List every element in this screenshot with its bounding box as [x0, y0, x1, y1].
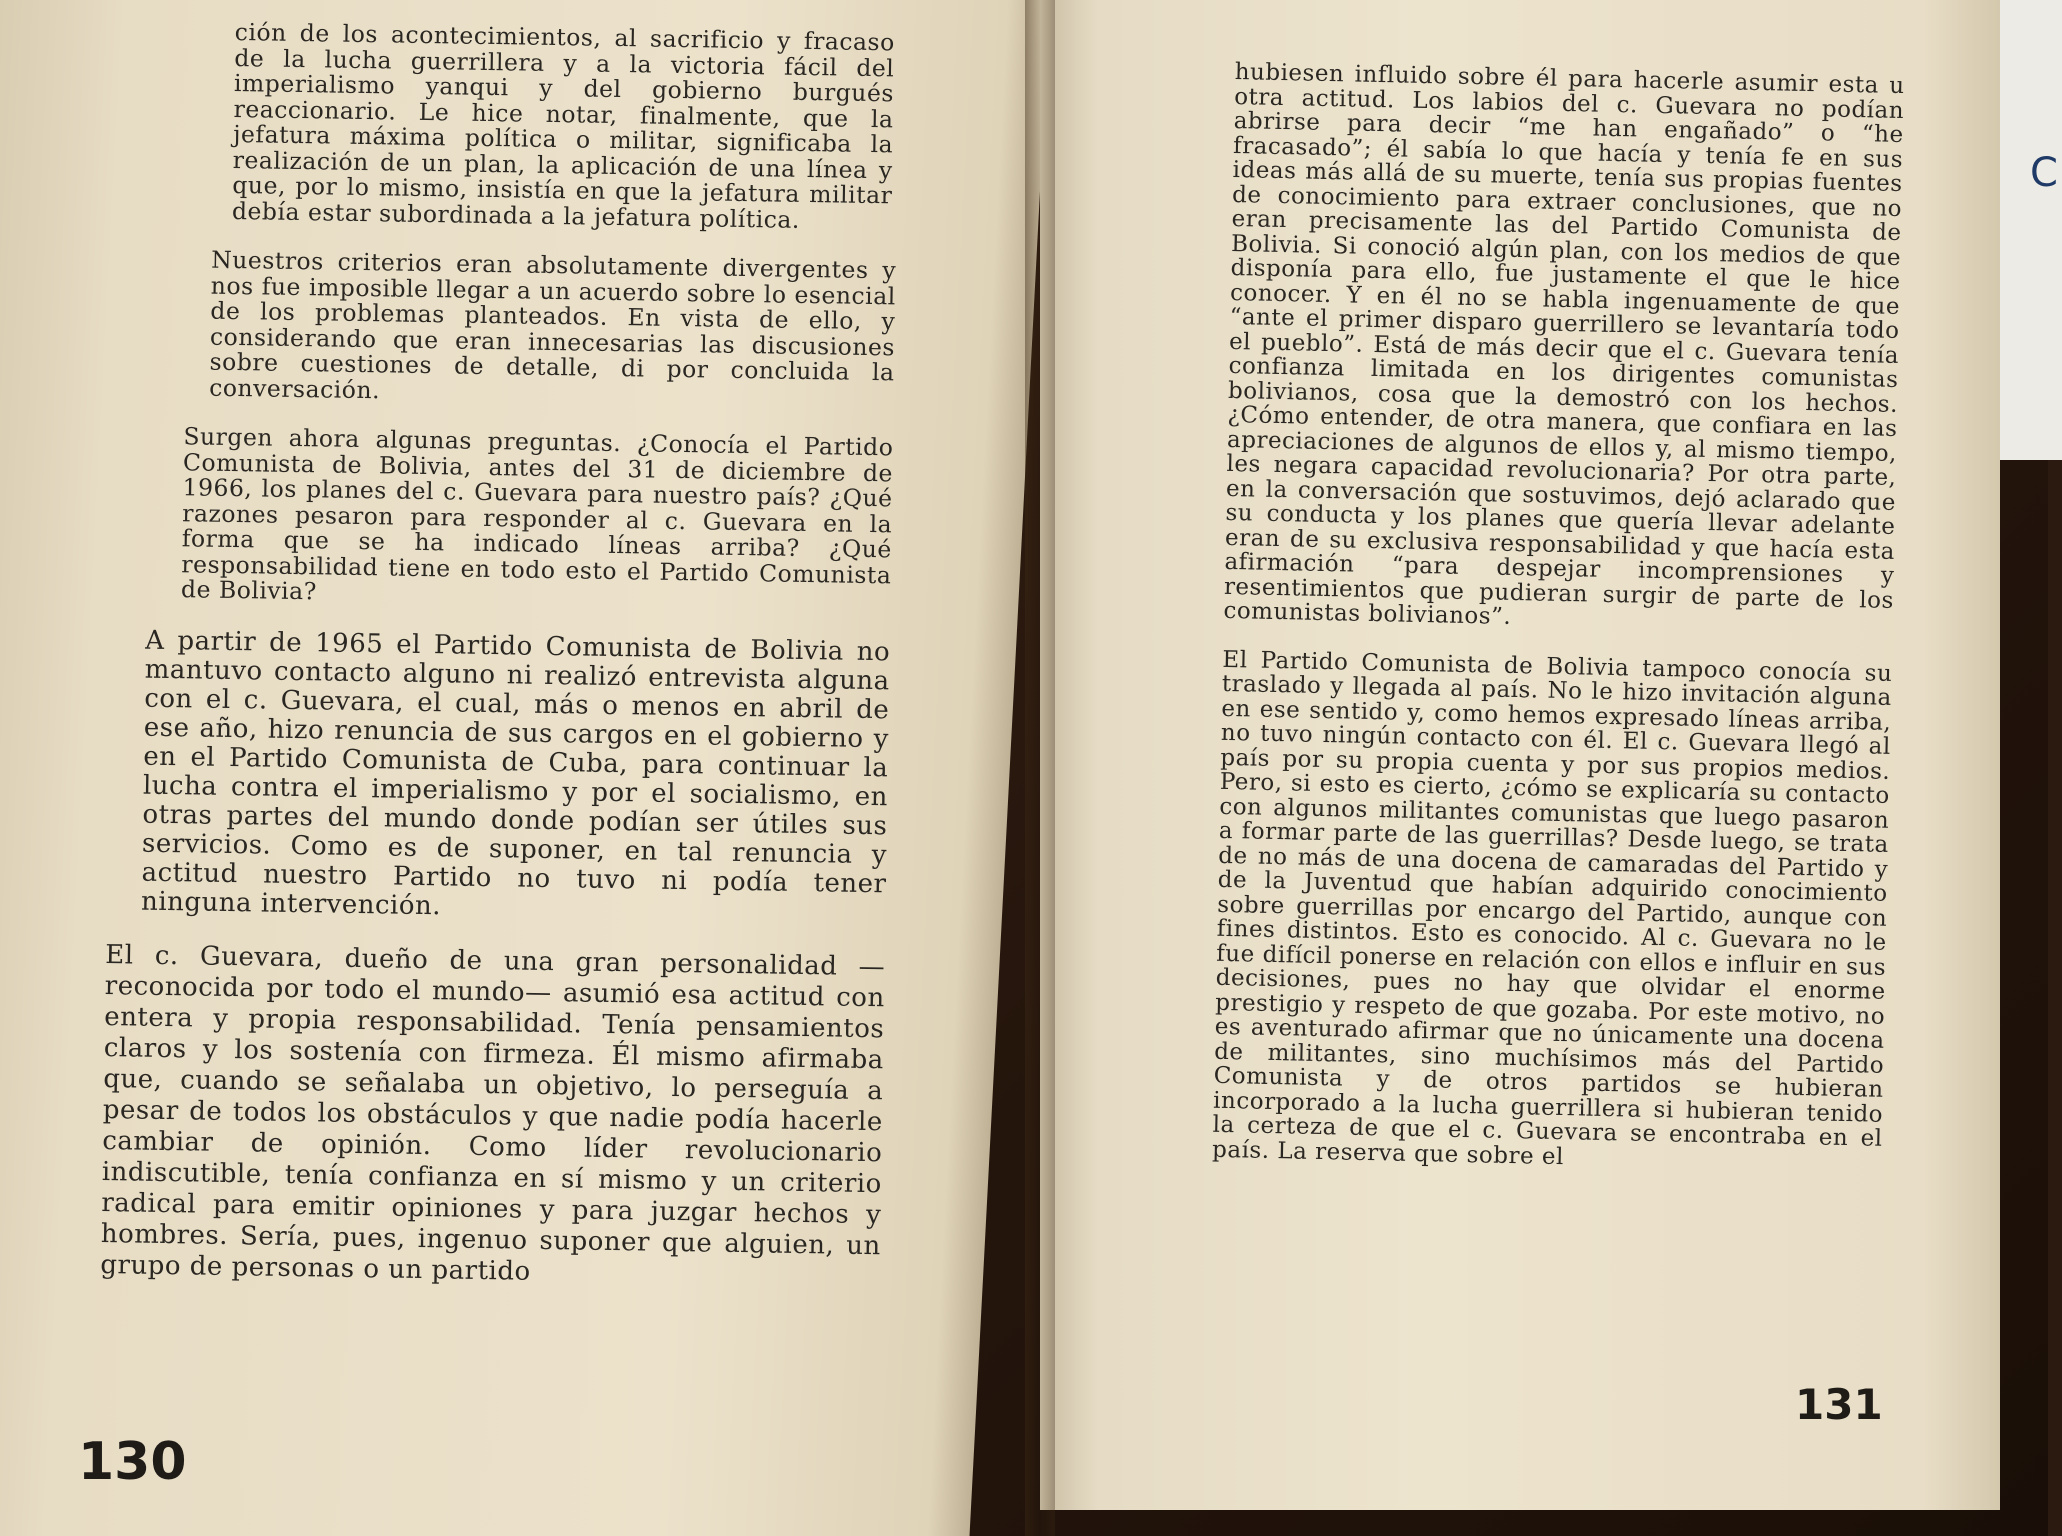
left-page-number: 130	[78, 1432, 187, 1492]
side-card	[1990, 0, 2062, 460]
left-paragraph-4: A partir de 1965 el Partido Comunista de Bolivia no mantuvo contacto alguno ni realizó entrevista alguna con el c. Guevara, el cual, más o menos en abril de ese año, hizo renuncia de sus cargos en el gobierno y en el Partido Comunista de Cuba, para continuar la lucha contra el imperialismo y por el socialismo, en otras partes del mundo donde podían ser útiles sus servicios. Como es de suponer, en tal renuncia y actitud nuestro Partido no tuvo ni podía tener ninguna intervención.	[140, 625, 891, 921]
left-page-text	[90, 18, 910, 1317]
side-card-letter: C	[2030, 150, 2058, 196]
left-paragraph-1: ción de los acontecimientos, al sacrificio y fracaso de la lucha guerrillera y a la victoria fácil del imperialismo yanqui y del gobierno burgués reaccionario. Le hice notar, finalmente, que la jefatura máxima política o militar, significaba la realización de un plan, la aplicación de una línea y que, por lo mismo, insistía en que la jefatura militar debía estar subordinada a la jefatura política.	[231, 17, 895, 234]
left-paragraph-5: El c. Guevara, dueño de una gran personalidad —reconocida por todo el mundo— asumió esa actitud con entera y propia responsabilidad. Tenía pensamientos claros y los sostenía con firmeza. Él mismo afirmaba que, cuando se señalaba un objetivo, lo perseguía a pesar de todos los obstáculos y que nadie podía hacerle cambiar de opinión. Como líder revolucionario indiscutible, tenía confianza en sí mismo y un criterio radical para emitir opiniones y para juzgar hechos y hombres. Sería, pues, ingenuo suponer que alguien, un grupo de personas o un partido	[100, 939, 886, 1287]
book-gutter	[1025, 0, 1055, 1536]
right-paragraph-1: hubiesen influido sobre él para hacerle asumir esta u otra actitud. Los labios del c. Guevara no podían abrirse para decir “me han engañado” o “he fracasado”; él sabía lo que hacía y tenía fe en sus ideas más allá de su muerte, tenía sus propias fuentes de conocimiento para extraer conclusiones, que no eran precisamente las del Partido Comunista de Bolivia. Si conoció algún plan, con los medios de que disponía para ello, fue justamente el que le hice conocer. Y en él no se habla ingenuamente de que “ante el primer disparo guerrillero se levantaría todo el pueblo”. Está de más decir que el c. Guevara tenía confianza limitada en los dirigentes comunistas bolivianos, cosa que la demostró con los hechos. ¿Cómo entender, de otra manera, que confiara en las apreciaciones de algunos de ellos y, al mismo tiempo, les negara capacidad revolucionaria? Por otra parte, en la conversación que sostuvimos, dejó aclarado que su conducta y los planes que quería llevar adelante eran de su exclusiva responsabilidad y que hacía esta afirmación “para despejar incomprensiones y resentimientos que pudieran surgir de parte de los comunistas bolivianos”.	[1223, 59, 1905, 630]
right-paragraph-2: El Partido Comunista de Bolivia tampoco conocía su traslado y llegada al país. No le hizo invitación alguna en ese sentido y, como hemos expresado líneas arriba, no tuvo ningún contacto con él. El c. Guevara llegó al país por su propia cuenta y por sus propios medios. Pero, si esto es cierto, ¿cómo se explicaría su contacto con algunos militantes comunistas que luego pasaron a formar parte de las guerrillas? Desde luego, se trata de no más de una docena de camaradas del Partido y de la Juventud que habían adquirido conocimiento sobre guerrillas por encargo del Partido, aunque con fines distintos. Esto es conocido. Al c. Guevara no le fue difícil ponerse en relación con ellos e influir en sus decisiones, pues no hay que olvidar el enorme prestigio y respeto de que gozaba. Por este motivo, no es aventurado afirmar que no únicamente una docena de militantes, sino muchísimos más del Partido Comunista y de otros partidos se hubieran incorporado a la lucha guerrillera si hubieran tenido la certeza de que el c. Guevara se encontraba en el país. La reserva que sobre el	[1211, 646, 1893, 1170]
left-paragraph-3: Surgen ahora algunas preguntas. ¿Conocía el Partido Comunista de Bolivia, antes del 31 de diciembre de 1966, los planes del c. Guevara para nuestro país? ¿Qué razones pesaron para responder al c. Guevara en la forma que se ha indicado líneas arriba? ¿Qué responsabilidad tiene en todo esto el Partido Comunista de Bolivia?	[180, 422, 894, 606]
right-page-text	[1211, 60, 1904, 1200]
right-page-number: 131	[1795, 1380, 1883, 1429]
left-paragraph-2: Nuestros criterios eran absolutamente divergentes y nos fue imposible llegar a un acuerdo sobre lo esencial de los problemas planteados. En vista de ello, y considerando que eran innecesarias las discusiones sobre cuestiones de detalle, di por concluida la conversación.	[208, 245, 897, 404]
